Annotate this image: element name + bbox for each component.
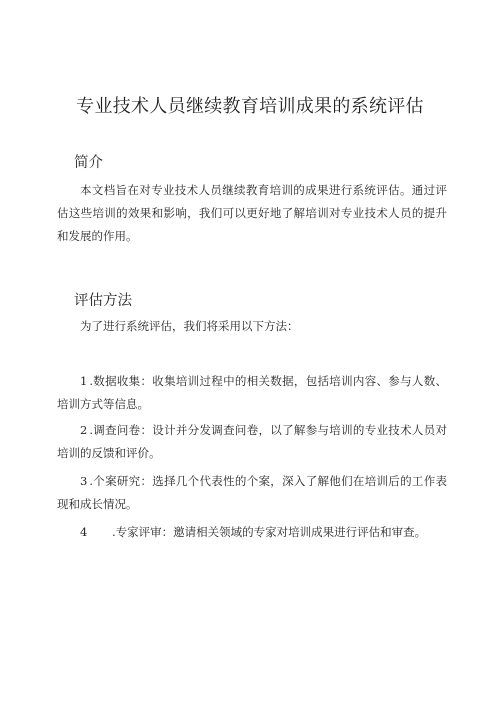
list-item (57, 370, 447, 416)
list-item (57, 419, 447, 465)
list-item-text: .专家评审：邀请相关领域的专家对培训成果进行评估和审查。 (112, 525, 427, 539)
list-item-number: 3 (80, 474, 88, 488)
section-heading-intro: 简介 (74, 155, 103, 171)
list-item-text: .数据收集：收集培训过程中的相关数据，包括培训内容、参与人数、培训方式等信息。 (57, 374, 447, 411)
list-item (57, 470, 447, 516)
list-item-text: .个案研究：选择几个代表性的个案，深入了解他们在培训后的工作表现和成长情况。 (57, 474, 447, 511)
section-heading-methods: 评估方法 (74, 293, 132, 309)
list-item-number: 2 (80, 423, 88, 437)
document-title: 专业技术人员继续教育培训成果的系统评估 (76, 96, 424, 117)
methods-intro: 为了进行系统评估，我们将采用以下方法： (80, 319, 299, 333)
list-item (80, 521, 460, 544)
intro-paragraph: 本文档旨在对专业技术人员继续教育培训的成果进行系统评估。通过评估这些培训的效果和影响，我们可以更好地了解培训对专业技术人员的提升和发展的作用。 (57, 183, 447, 243)
list-item-number: 4 (80, 525, 88, 539)
list-item-number: 1 (80, 374, 88, 388)
list-item-text: .调查问卷：设计并分发调查问卷，以了解参与培训的专业技术人员对培训的反馈和评价。 (57, 423, 447, 460)
